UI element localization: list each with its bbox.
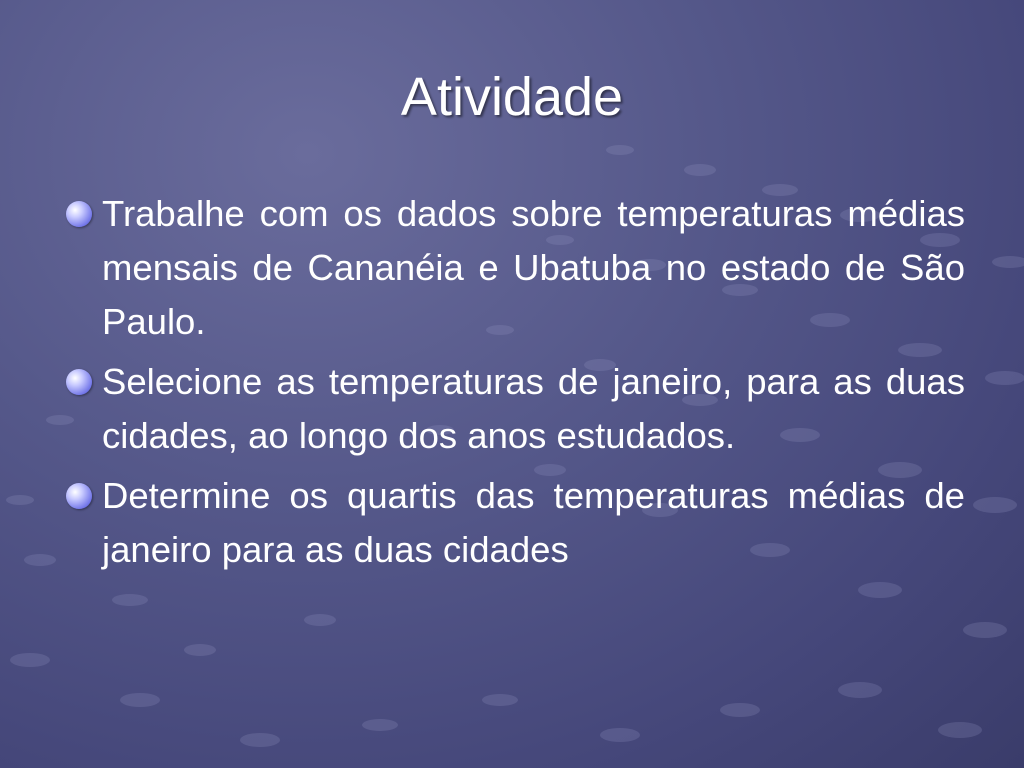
bullet-dot-icon xyxy=(66,483,92,509)
bullet-list xyxy=(60,187,965,583)
slide-title: Atividade xyxy=(400,67,624,127)
bullet-item xyxy=(60,469,965,577)
bullet-text: Trabalhe com os dados sobre temperaturas médias mensais de Cananéia e Ubatuba no estado de São Paulo. xyxy=(102,193,965,342)
bullet-text: Determine os quartis das temperaturas médias de janeiro para as duas cidades xyxy=(102,475,965,570)
bullet-text: Selecione as temperaturas de janeiro, para as duas cidades, ao longo dos anos estudados. xyxy=(102,361,965,456)
bullet-item xyxy=(60,355,965,463)
bullet-dot-icon xyxy=(66,369,92,395)
bullet-item xyxy=(60,187,965,349)
bullet-dot-icon xyxy=(66,201,92,227)
